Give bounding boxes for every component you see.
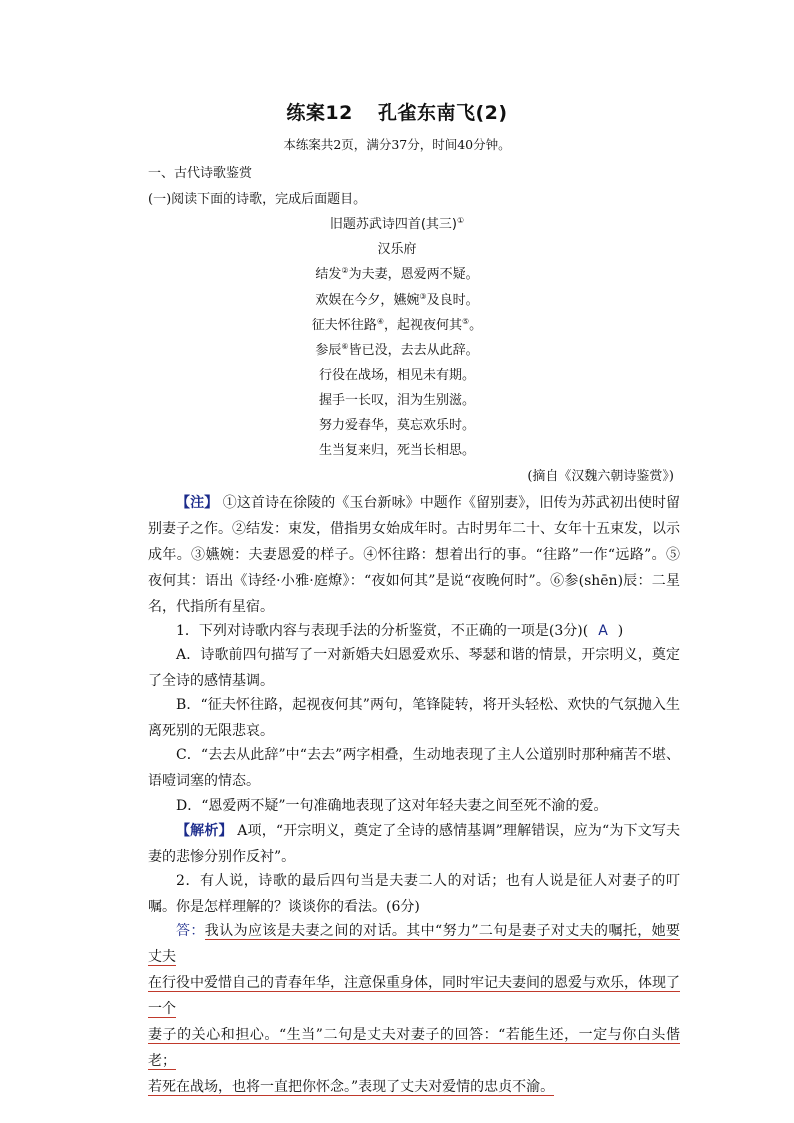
poem-line: 生当复来归，死当长相思。 bbox=[318, 443, 475, 458]
poem-line: 参辰⑥皆已没，去去从此辞。 bbox=[315, 342, 479, 358]
answer-line: 妻子的关心和担心。“生当”二句是丈夫对妻子的回答：“若能生还，一定与你白头偕老； bbox=[148, 1027, 680, 1069]
section-heading: 一、古代诗歌鉴赏 bbox=[148, 166, 253, 181]
poem-source: (摘自《汉魏六朝诗鉴赏》) bbox=[527, 469, 674, 484]
poem-title bbox=[0, 213, 794, 232]
notes-text: ①这首诗在徐陵的《玉台新咏》中题作《留别妻》，旧传为苏武初出使时留别妻子之作。②结发：束发，借指男女始成年时。古时男年二十、女年十五束发，以示成年。③嬿婉：夫妻恩爱的样子。④怀往路：想着出行的事。“往路”一作“远路”。⑤夜何其：语出《诗经·小雅·庭燎》：“夜如何其”是说“夜晚何时”。⑥参(shēn)辰：二星名，代指所有星宿。 bbox=[148, 495, 681, 615]
analysis-text: A项，“开宗明义，奠定了全诗的感情基调”理解错误，应为“为下文写夫妻的悲惨分别作反衬”。 bbox=[148, 823, 681, 865]
poem-author: 汉乐府 bbox=[377, 242, 417, 257]
notes-label: 【注】 bbox=[176, 495, 219, 511]
question-1-option-b: B．“征夫怀往路，起视夜何其”两句，笔锋陡转，将开头轻松、欢快的气氛抛入生离死别的无限悲哀。 bbox=[148, 697, 680, 739]
question-1-option-c: C．“去去从此辞”中“去去”两字相叠，生动地表现了主人公道别时那种痛苦不堪、语噎词塞的情态。 bbox=[148, 747, 680, 789]
poem-line: 握手一长叹，泪为生别滋。 bbox=[318, 393, 475, 408]
poem-title-text: 旧题苏武诗四首(其三) bbox=[329, 217, 457, 232]
notes bbox=[148, 490, 680, 620]
question-2-answer bbox=[148, 918, 680, 1100]
question-1-option-d: D．“恩爱两不疑”一句准确地表现了这对年轻夫妻之间至死不渝的爱。 bbox=[176, 798, 608, 814]
page-title bbox=[0, 98, 794, 125]
poem-line: 结发②为夫妻，恩爱两不疑。 bbox=[315, 266, 479, 282]
question-1-answer: A bbox=[598, 623, 608, 639]
exercise-number: 练案12 bbox=[286, 102, 353, 124]
poem-line: 行役在战场，相见未有期。 bbox=[318, 368, 475, 383]
poem-line: 努力爱春华，莫忘欢乐时。 bbox=[318, 418, 475, 433]
poem-line: 征夫怀往路④，起视夜何其⑤。 bbox=[311, 317, 483, 333]
question-2-stem: 2．有人说，诗歌的最后四句当是夫妻二人的对话；也有人说是征人对妻子的叮嘱。你是怎样理解的？谈谈你的看法。(6分) bbox=[148, 873, 680, 915]
lesson-title: 孔雀东南飞(2) bbox=[377, 102, 508, 124]
exercise-info: 本练案共2页，满分37分，时间40分钟。 bbox=[283, 137, 511, 152]
analysis-label: 【解析】 bbox=[176, 823, 233, 839]
answer-label: 答： bbox=[176, 923, 205, 939]
answer-line: 若死在战场，也将一直把你怀念。”表现了丈夫对爱情的忠贞不渝。 bbox=[148, 1079, 555, 1095]
poem-line: 欢娱在今夕，嬿婉③及良时。 bbox=[315, 292, 479, 308]
question-1-option-a: A．诗歌前四句描写了一对新婚夫妇恩爱欢乐、琴瑟和谐的情景，开宗明义，奠定了全诗的感情基调。 bbox=[148, 647, 680, 689]
question-1-analysis bbox=[148, 818, 680, 870]
poem-title-note: ① bbox=[456, 216, 465, 225]
section-instruction: (一)阅读下面的诗歌，完成后面题目。 bbox=[148, 192, 367, 207]
question-1-stem: 1．下列对诗歌内容与表现手法的分析鉴赏，不正确的一项是(3分)( A ) bbox=[176, 623, 624, 639]
answer-line: 在行役中爱惜自己的青春年华，注意保重身体，同时牢记夫妻间的恩爱与欢乐，体现了一个 bbox=[148, 975, 680, 1017]
answer-line: 我认为应该是夫妻之间的对话。其中“努力”二句是妻子对丈夫的嘱托，她要丈夫 bbox=[148, 923, 681, 965]
